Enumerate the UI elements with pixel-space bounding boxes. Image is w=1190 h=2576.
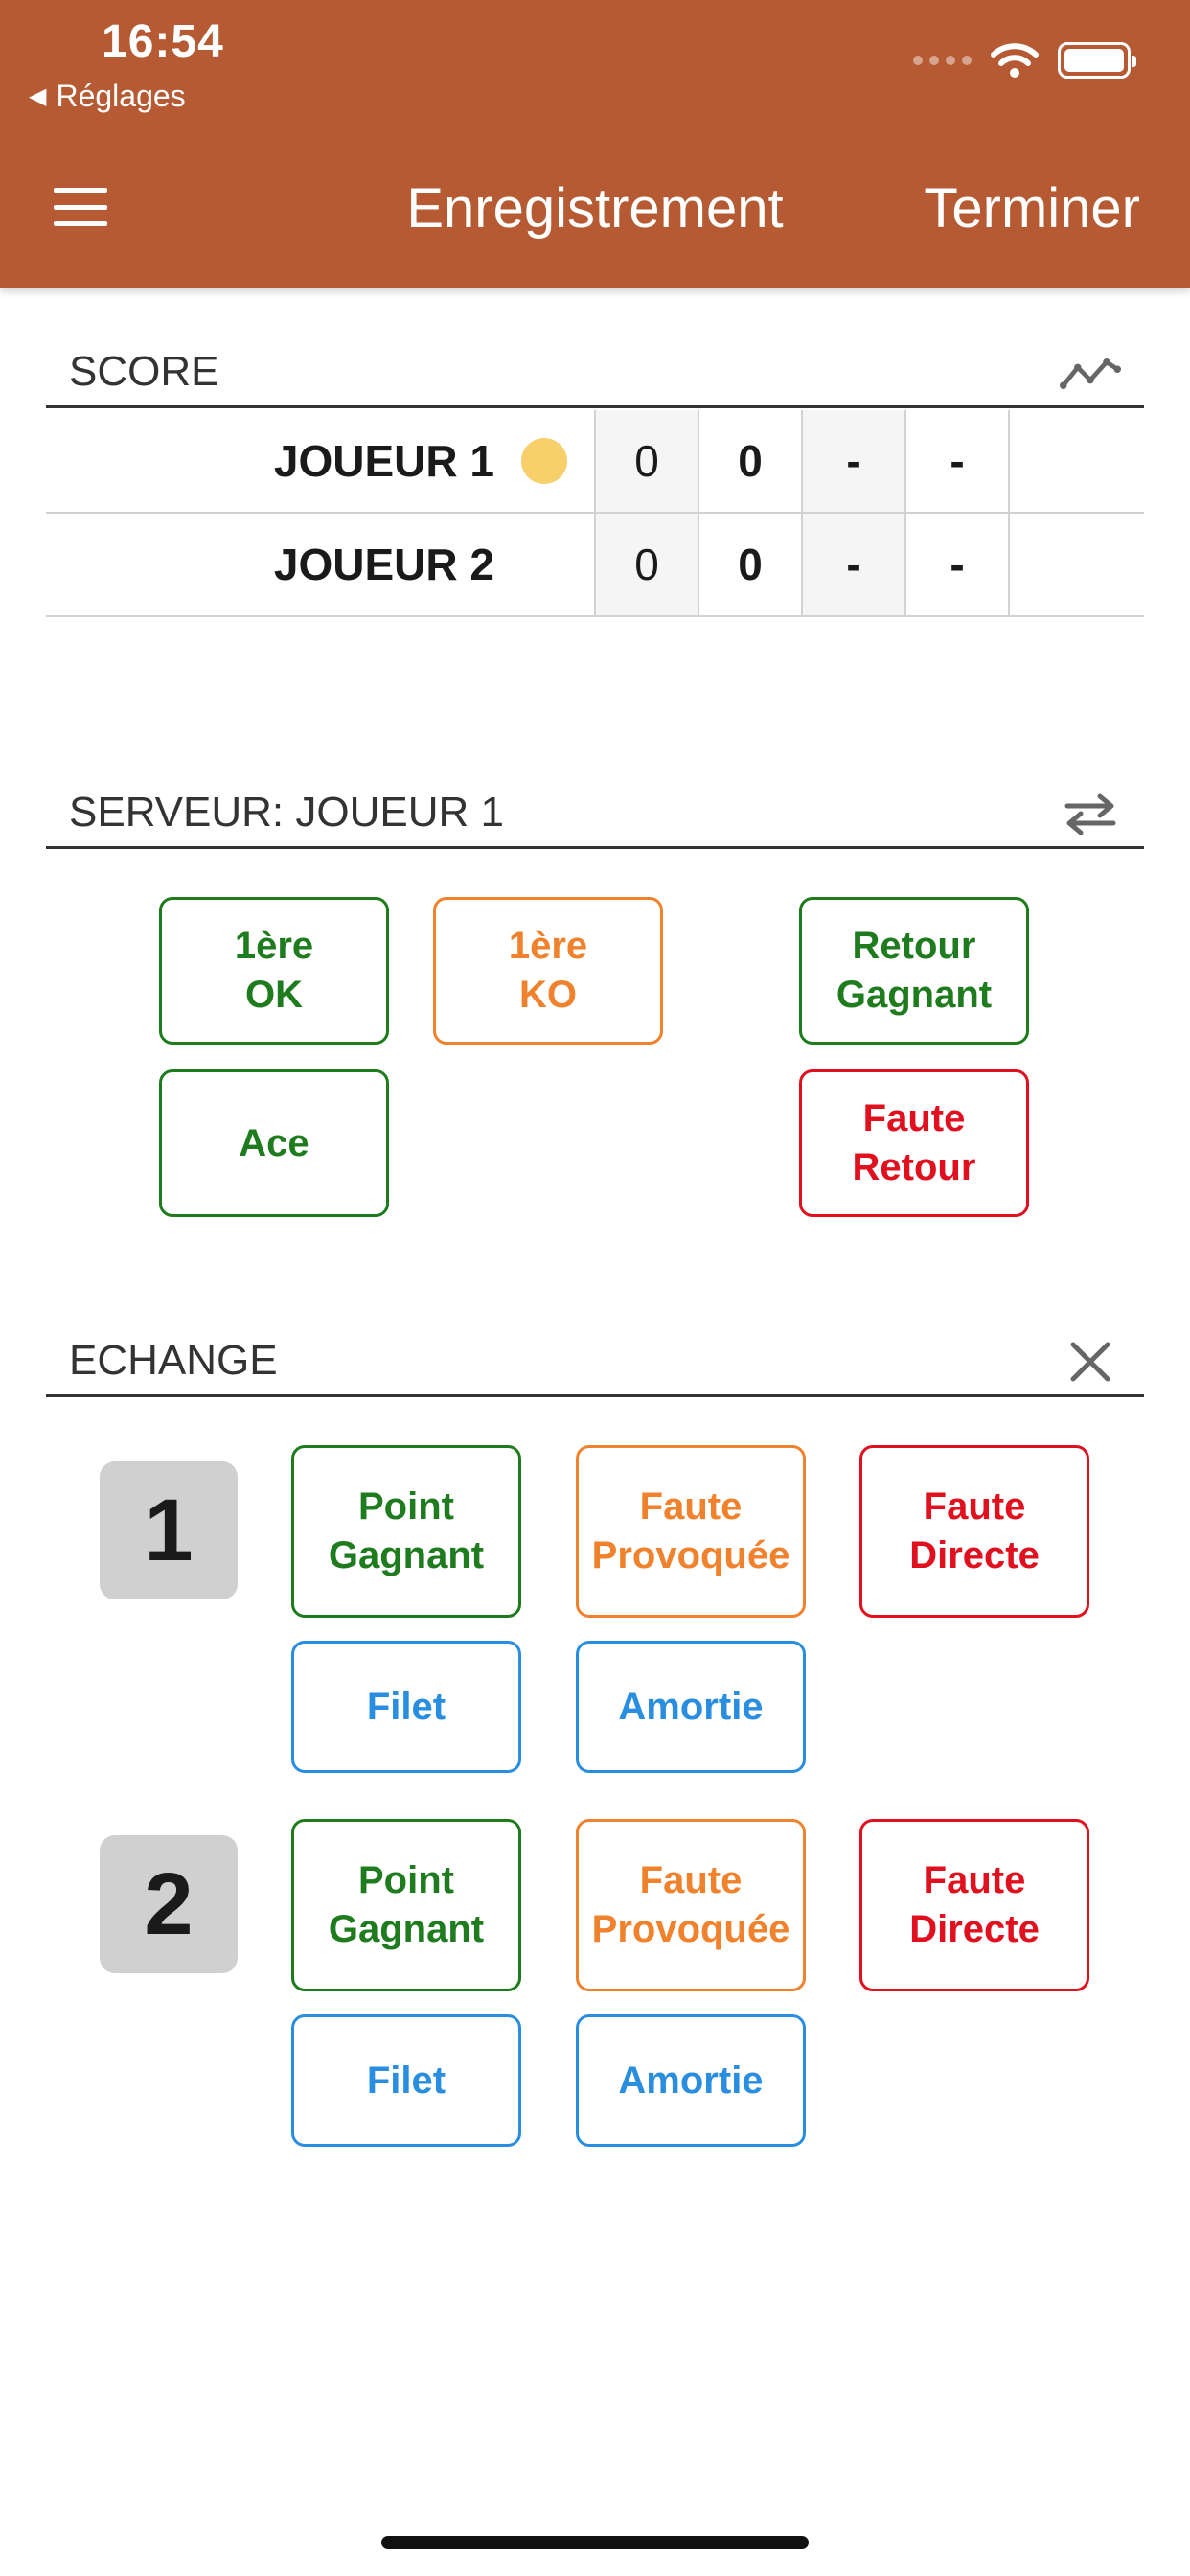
- home-indicator[interactable]: [381, 2536, 809, 2549]
- games-cell: 0: [699, 514, 803, 615]
- unforced-error-button-player-1[interactable]: Faute Directe: [859, 1445, 1089, 1618]
- set-cell: -: [803, 410, 906, 512]
- score-row-player-1: [46, 410, 1144, 514]
- first-serve-ok-button[interactable]: 1ère OK: [159, 897, 389, 1045]
- player-2-badge: 2: [100, 1835, 238, 1973]
- player-name-cell: [46, 514, 596, 615]
- page-title: Enregistrement: [406, 177, 784, 240]
- net-button-player-2[interactable]: Filet: [291, 2014, 521, 2147]
- server-section-header: [46, 786, 1144, 849]
- exchange-section-title: ECHANGE: [69, 1337, 278, 1384]
- return-winner-button[interactable]: Retour Gagnant: [799, 897, 1029, 1045]
- swap-arrows-icon[interactable]: [1060, 791, 1121, 837]
- winner-button-player-1[interactable]: Point Gagnant: [291, 1445, 521, 1618]
- set-cell: -: [906, 410, 1010, 512]
- ace-button[interactable]: Ace: [159, 1070, 389, 1217]
- unforced-error-button-player-2[interactable]: Faute Directe: [859, 1819, 1089, 1991]
- points-cell: 0: [596, 410, 699, 512]
- score-section-header: [46, 345, 1144, 408]
- trend-chart-icon[interactable]: [1060, 350, 1121, 396]
- net-button-player-1[interactable]: Filet: [291, 1641, 521, 1773]
- player-name: JOUEUR 2: [273, 540, 494, 589]
- nav-header: [0, 0, 1190, 288]
- finish-button[interactable]: Terminer: [924, 177, 1140, 240]
- close-icon[interactable]: [1060, 1339, 1121, 1385]
- serve-ball-icon: [521, 438, 567, 484]
- forced-error-button-player-1[interactable]: Faute Provoquée: [576, 1445, 806, 1618]
- first-serve-ko-button[interactable]: 1ère KO: [433, 897, 663, 1045]
- cellular-signal-icon: [913, 56, 972, 65]
- drop-shot-button-player-1[interactable]: Amortie: [576, 1641, 806, 1773]
- back-app-label: Réglages: [56, 79, 186, 113]
- battery-icon: [1058, 42, 1131, 79]
- set-cell: -: [906, 514, 1010, 615]
- exchange-section-header: [46, 1334, 1144, 1397]
- player-name-cell: [46, 410, 596, 512]
- points-cell: 0: [596, 514, 699, 615]
- player-1-badge: 1: [100, 1461, 238, 1599]
- back-triangle-icon: ◀: [29, 83, 47, 109]
- back-to-app-link[interactable]: [29, 79, 186, 114]
- set-cell: [1010, 410, 1144, 512]
- return-fault-button[interactable]: Faute Retour: [799, 1070, 1029, 1217]
- drop-shot-button-player-2[interactable]: Amortie: [576, 2014, 806, 2147]
- score-section-title: SCORE: [69, 348, 219, 395]
- games-cell: 0: [699, 410, 803, 512]
- winner-button-player-2[interactable]: Point Gagnant: [291, 1819, 521, 1991]
- player-name: JOUEUR 1: [273, 436, 494, 486]
- forced-error-button-player-2[interactable]: Faute Provoquée: [576, 1819, 806, 1991]
- set-cell: [1010, 514, 1144, 615]
- score-row-player-2: [46, 514, 1144, 617]
- score-table: [46, 410, 1144, 617]
- server-section-title: SERVEUR: JOUEUR 1: [69, 789, 504, 836]
- set-cell: -: [803, 514, 906, 615]
- status-time: 16:54: [102, 16, 224, 67]
- wifi-icon: [991, 42, 1039, 79]
- status-icons: [913, 42, 1131, 79]
